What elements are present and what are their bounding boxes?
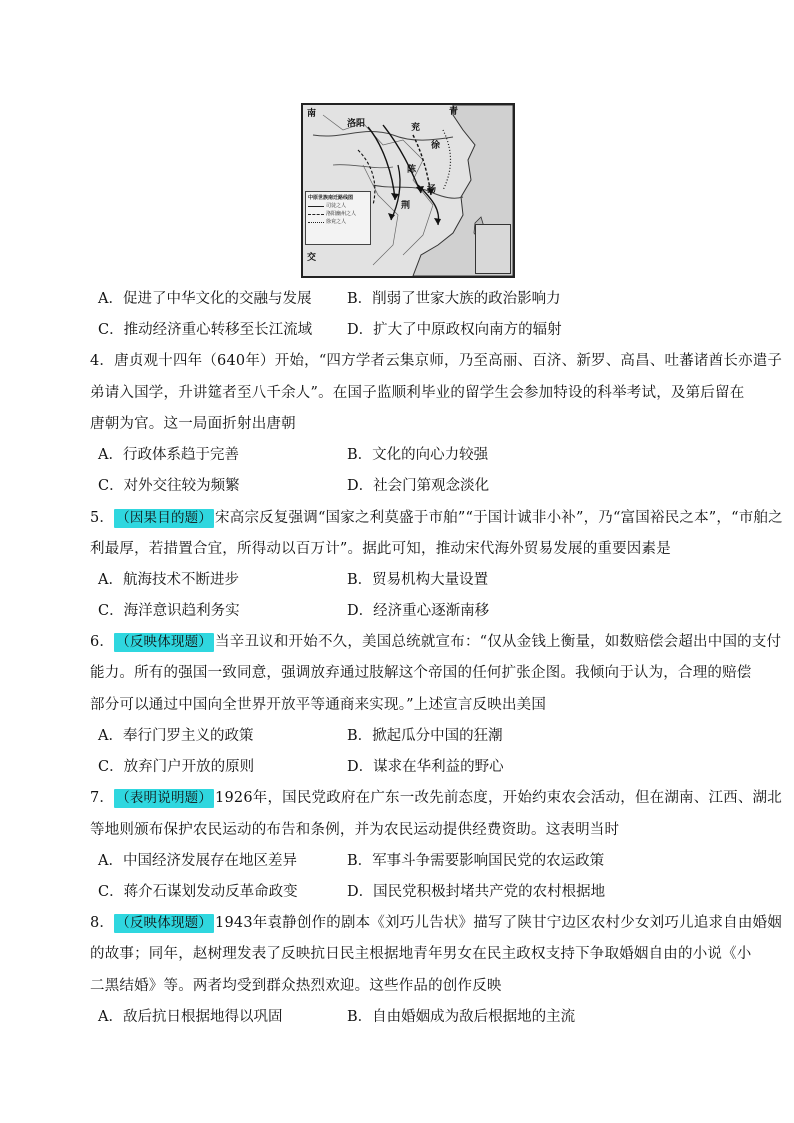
q6-option-b: B．掀起瓜分中国的狂潮 [347, 728, 503, 744]
q3-option-d: D．扩大了中原政权向南方的辐射 [347, 322, 562, 338]
q7-stem-line: 等地则颁布保护农民运动的布告和条例，并为农民运动提供经费资助。这表明当时 [90, 822, 620, 838]
q5-option-c: C．海洋意识趋利务实 [98, 603, 240, 619]
q4-option-c: C．对外交往较为频繁 [98, 478, 240, 494]
legend-title: 中原世族南迁路线图 [308, 195, 354, 201]
legend-item: 洛阳幽州之人 [308, 210, 368, 218]
map-label-chen: 陈 [407, 165, 417, 175]
q7-stem-line: 7． （表明说明题） 1926年，国民党政府在广东一改先前态度，开始约束农会活动，但在湖南、江西、湖北 [90, 790, 782, 806]
map-legend [305, 191, 371, 245]
q4-option-a: A．行政体系趋于完善 [98, 447, 239, 463]
question-number: 6． [90, 634, 115, 650]
map-label-nan: 南 [307, 109, 317, 119]
q4-stem-line: 弟请入国学，升讲筵者至八千余人”。在国子监顺利毕业的留学生会参加特设的科举考试，及第后留在 [90, 385, 745, 401]
q8-option-a: A．敌后抗日根据地得以巩固 [98, 1009, 283, 1025]
q4-option-d: D．社会门第观念淡化 [347, 478, 490, 494]
q6-option-d: D．谋求在华利益的野心 [347, 759, 504, 775]
q3-option-a: A．促进了中华文化的交融与发展 [98, 291, 312, 307]
question-type-tag: （表明说明题） [116, 790, 213, 806]
q5-option-b: B．贸易机构大量设置 [347, 572, 489, 588]
q3-option-c: C．推动经济重心转移至长江流域 [98, 322, 313, 338]
question-number: 5． [90, 510, 115, 526]
q4-stem-line: 唐朝为官。这一局面折射出唐朝 [90, 416, 296, 432]
map-label-jiao: 交 [307, 253, 317, 263]
q7-option-a: A．中国经济发展存在地区差异 [98, 853, 297, 869]
migration-map-figure [301, 103, 515, 278]
question-type-tag: （因果目的题） [116, 510, 213, 526]
question-type-tag: （反映体现题） [116, 915, 213, 931]
q4-option-b: B．文化的向心力较强 [347, 447, 489, 463]
question-type-tag: （反映体现题） [116, 634, 213, 650]
q3-option-b: B．削弱了世家大族的政治影响力 [347, 291, 561, 307]
q5-option-d: D．经济重心逐渐南移 [347, 603, 490, 619]
legend-item: 徐兖之人 [308, 218, 368, 226]
q7-option-d: D．国民党积极封堵共产党的农村根据地 [347, 884, 606, 900]
q5-stem-line: 5． （因果目的题） 宋高宗反复强调“国家之利莫盛于市舶”“于国计诚非小补”，乃“富国裕民之本”，“市舶之 [90, 510, 783, 526]
map-label-yang: 扬 [427, 185, 437, 195]
map-label-qing: 青 [449, 107, 459, 117]
q5-stem-line: 利最厚，若措置合宜，所得动以百万计”。据此可知，推动宋代海外贸易发展的重要因素是 [90, 541, 671, 557]
q8-option-b: B．自由婚姻成为敌后根据地的主流 [347, 1009, 576, 1025]
map-label-yan: 兖 [411, 123, 421, 133]
legend-item: 司徒之人 [308, 202, 368, 210]
question-number: 4． [90, 353, 115, 369]
q7-option-b: B．军事斗争需要影响国民党的农运政策 [347, 853, 605, 869]
q6-stem-line: 6． （反映体现题） 当辛丑议和开始不久，美国总统就宣布：“仅从金钱上衡量，如数赔偿会超出中国的支付 [90, 634, 782, 650]
q5-option-a: A．航海技术不断进步 [98, 572, 239, 588]
q6-stem-line: 部分可以通过中国向全世界开放平等通商来实现。”上述宣言反映出美国 [90, 697, 547, 713]
map-inset-south-sea [475, 224, 511, 274]
question-number: 8． [90, 915, 115, 931]
q6-stem-line: 能力。所有的强国一致同意，强调放弃通过肢解这个帝国的任何扩张企图。我倾向于认为，合理的赔偿 [90, 665, 752, 681]
q8-stem-line: 的故事；同年，赵树理发表了反映抗日民主根据地青年男女在民主政权支持下争取婚姻自由的小说《小 [90, 946, 752, 962]
question-number: 7． [90, 790, 115, 806]
q8-stem-line: 二黑结婚》等。两者均受到群众热烈欢迎。这些作品的创作反映 [90, 978, 502, 994]
q8-stem-line: 8． （反映体现题） 1943年袁静创作的剧本《刘巧儿告状》描写了陕甘宁边区农村少女刘巧儿追求自由婚姻 [90, 915, 782, 931]
map-label-xu: 徐 [431, 141, 441, 151]
q6-option-a: A．奉行门罗主义的政策 [98, 728, 254, 744]
map-label-luoyang: 洛阳 [347, 119, 366, 129]
q4-stem-line: 4．唐贞观十四年（640年）开始，“四方学者云集京师，乃至高丽、百济、新罗、高昌、吐蕃诸酋长亦遣子 [90, 353, 783, 369]
map-label-jing: 荆 [401, 201, 411, 211]
q6-option-c: C．放弃门户开放的原则 [98, 759, 255, 775]
q7-option-c: C．蒋介石谋划发动反革命政变 [98, 884, 298, 900]
